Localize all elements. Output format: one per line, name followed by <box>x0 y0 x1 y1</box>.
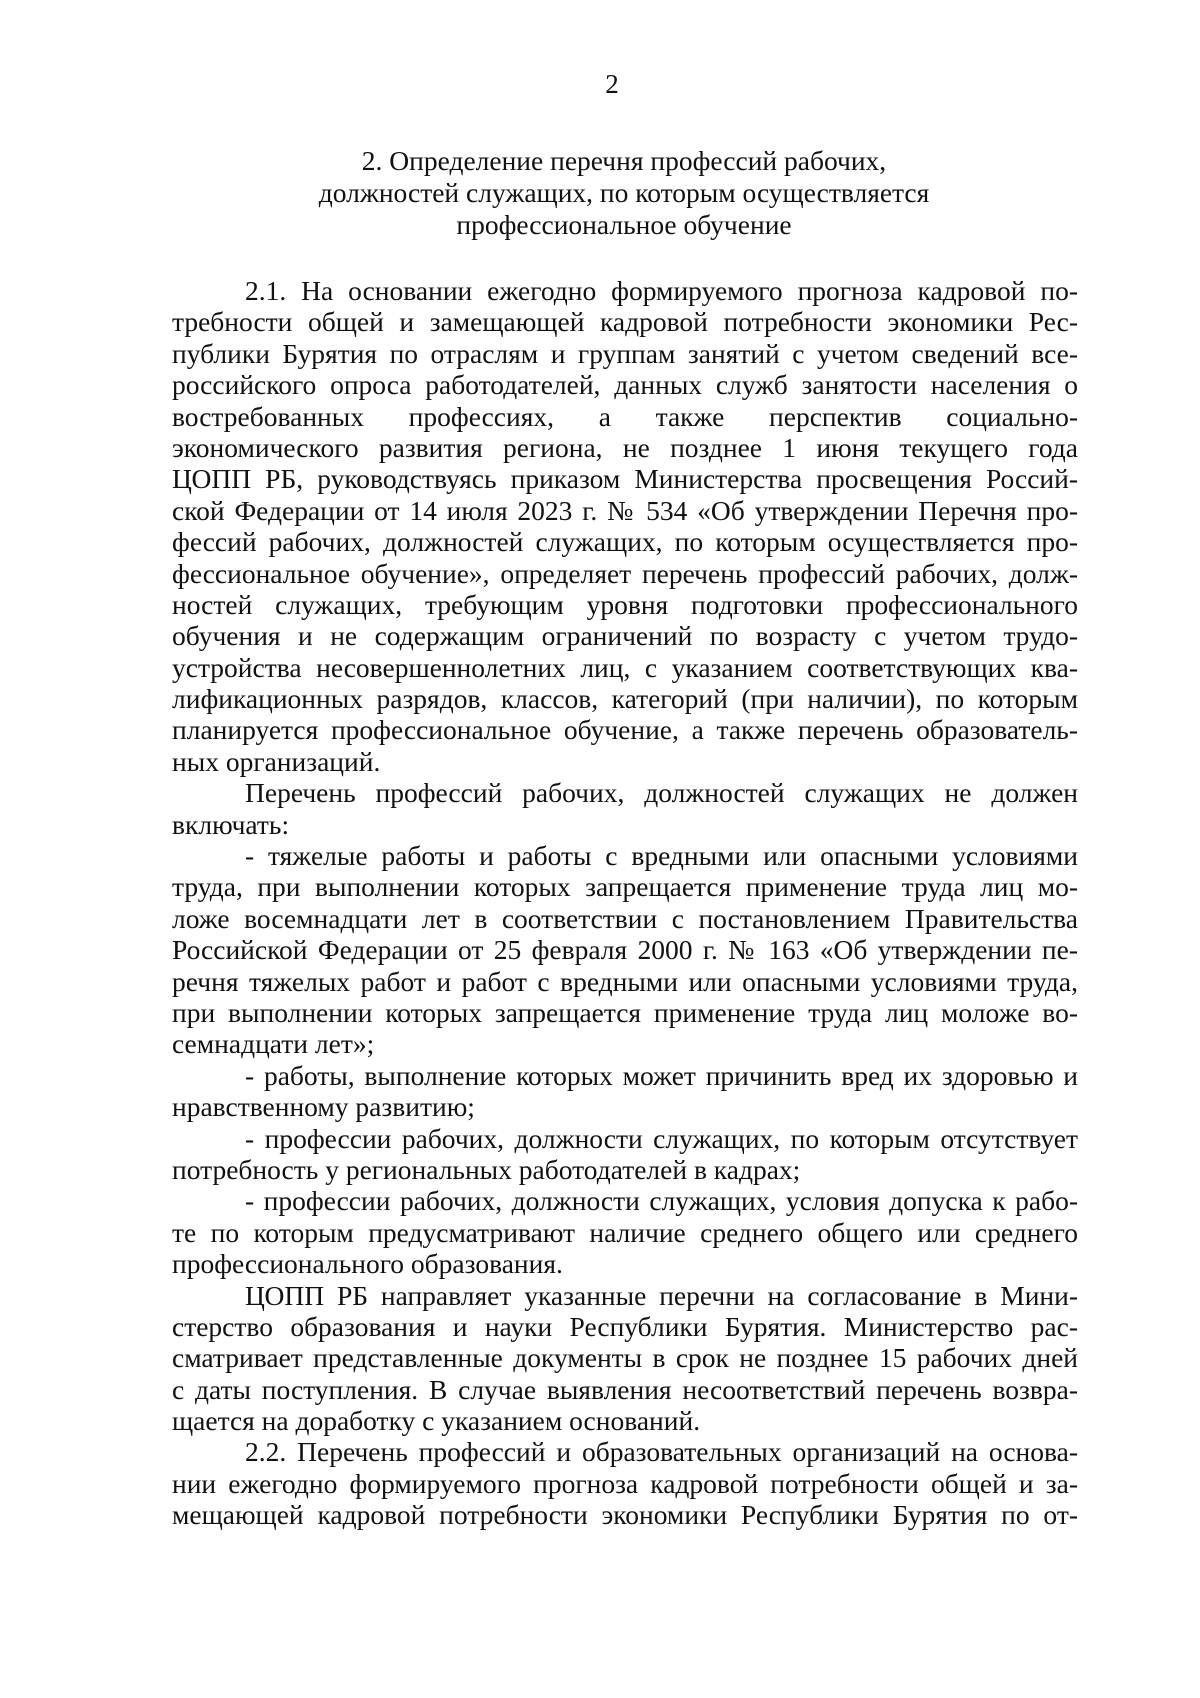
paragraph-line: устройства несовершеннолетних лиц, с указанием соответствующих ква- <box>172 651 1078 683</box>
paragraph-line: профессионального образования. <box>172 1248 563 1280</box>
paragraph <box>172 840 1078 1060</box>
paragraph-line: ностей служащих, требующим уровня подготовки профессионального <box>172 588 1078 620</box>
paragraph <box>172 1060 1078 1123</box>
paragraph-line: речня тяжелых работ и работ с вредными или опасными условиями труда, <box>172 965 1078 997</box>
paragraph-line: потребность у региональных работодателей в кадрах; <box>172 1153 801 1185</box>
paragraph-line: с даты поступления. В случае выявления несоответствий перечень возвра- <box>172 1373 1078 1405</box>
paragraph-line: - работы, выполнение которых может причинить вред их здоровью и <box>245 1059 1078 1091</box>
section-heading-line: должностей служащих, по которым осуществляется <box>318 177 930 208</box>
section-heading-line: 2. Определение перечня профессий рабочих, <box>361 145 887 176</box>
paragraph-line: включать: <box>172 808 290 840</box>
paragraph-line: - тяжелые работы и работы с вредными или опасными условиями <box>245 840 1078 872</box>
paragraph-line: фессий рабочих, должностей служащих, по которым осуществляется про- <box>172 526 1078 558</box>
paragraph <box>172 1185 1078 1279</box>
document-body <box>172 275 1078 1531</box>
paragraph <box>172 777 1078 840</box>
paragraph-line: ложе восемнадцати лет в соответствии с постановлением Правительства <box>172 902 1078 934</box>
paragraph-line: планируется профессиональное обучение, а также перечень образователь- <box>172 714 1078 746</box>
paragraph-line: ской Федерации от 14 июля 2023 г. № 534 «Об утверждении Перечня про- <box>172 494 1078 526</box>
paragraph-line: ных организаций. <box>172 745 381 777</box>
paragraph-line: те по которым предусматривают наличие среднего общего или среднего <box>172 1216 1078 1248</box>
paragraph-line: труда, при выполнении которых запрещается применение труда лиц мо- <box>172 871 1078 903</box>
paragraph <box>172 1123 1078 1186</box>
paragraph <box>172 1436 1078 1530</box>
paragraph <box>172 275 1078 777</box>
paragraph-line: лификационных разрядов, классов, категорий (при наличии), по которым <box>172 683 1078 715</box>
paragraph-line: требности общей и замещающей кадровой потребности экономики Рес- <box>172 306 1078 338</box>
paragraph-line: фессиональное обучение», определяет перечень профессий рабочих, долж- <box>172 557 1078 589</box>
paragraph-line: российского опроса работодателей, данных служб занятости населения о <box>172 369 1078 401</box>
paragraph-line: семнадцати лет»; <box>172 1028 375 1060</box>
paragraph-line: 2.1. На основании ежегодно формируемого прогноза кадровой по- <box>245 275 1078 306</box>
paragraph-line: нии ежегодно формируемого прогноза кадровой потребности общей и за- <box>172 1467 1078 1499</box>
paragraph-line: ЦОПП РБ направляет указанные перечни на согласование в Мини- <box>245 1279 1078 1311</box>
paragraph-line: - профессии рабочих, должности служащих, по которым отсутствует <box>245 1122 1078 1154</box>
paragraph-line: сматривает представленные документы в срок не позднее 15 рабочих дней <box>172 1342 1078 1374</box>
page-number: 2 <box>605 69 619 99</box>
paragraph-line: щается на доработку с указанием оснований. <box>172 1405 701 1437</box>
section-heading <box>170 145 1078 241</box>
paragraph <box>172 1280 1078 1437</box>
paragraph-line: публики Бурятия по отраслям и группам занятий с учетом сведений все- <box>172 337 1078 369</box>
paragraph-line: - профессии рабочих, должности служащих, условия допуска к рабо- <box>245 1185 1078 1217</box>
paragraph-line: стерство образования и науки Республики Бурятия. Министерство рас- <box>172 1310 1078 1342</box>
paragraph-line: мещающей кадровой потребности экономики Республики Бурятия по от- <box>172 1499 1078 1531</box>
paragraph-line: востребованных профессиях, а также перспектив социально- <box>172 400 1078 432</box>
section-heading-line: профессиональное обучение <box>456 209 792 240</box>
paragraph-line: Российской Федерации от 25 февраля 2000 г. № 163 «Об утверждении пе- <box>172 934 1078 966</box>
paragraph-line: Перечень профессий рабочих, должностей служащих не должен <box>245 777 1078 809</box>
paragraph-line: ЦОПП РБ, руководствуясь приказом Министерства просвещения Россий- <box>172 463 1078 495</box>
paragraph-line: экономического развития региона, не позднее 1 июня текущего года <box>172 431 1078 463</box>
paragraph-line: при выполнении которых запрещается применение труда лиц моложе во- <box>172 996 1078 1028</box>
paragraph-line: 2.2. Перечень профессий и образовательных организаций на основа- <box>245 1436 1078 1468</box>
paragraph-line: обучения и не содержащим ограничений по возрасту с учетом трудо- <box>172 620 1078 652</box>
paragraph-line: нравственному развитию; <box>172 1091 475 1123</box>
